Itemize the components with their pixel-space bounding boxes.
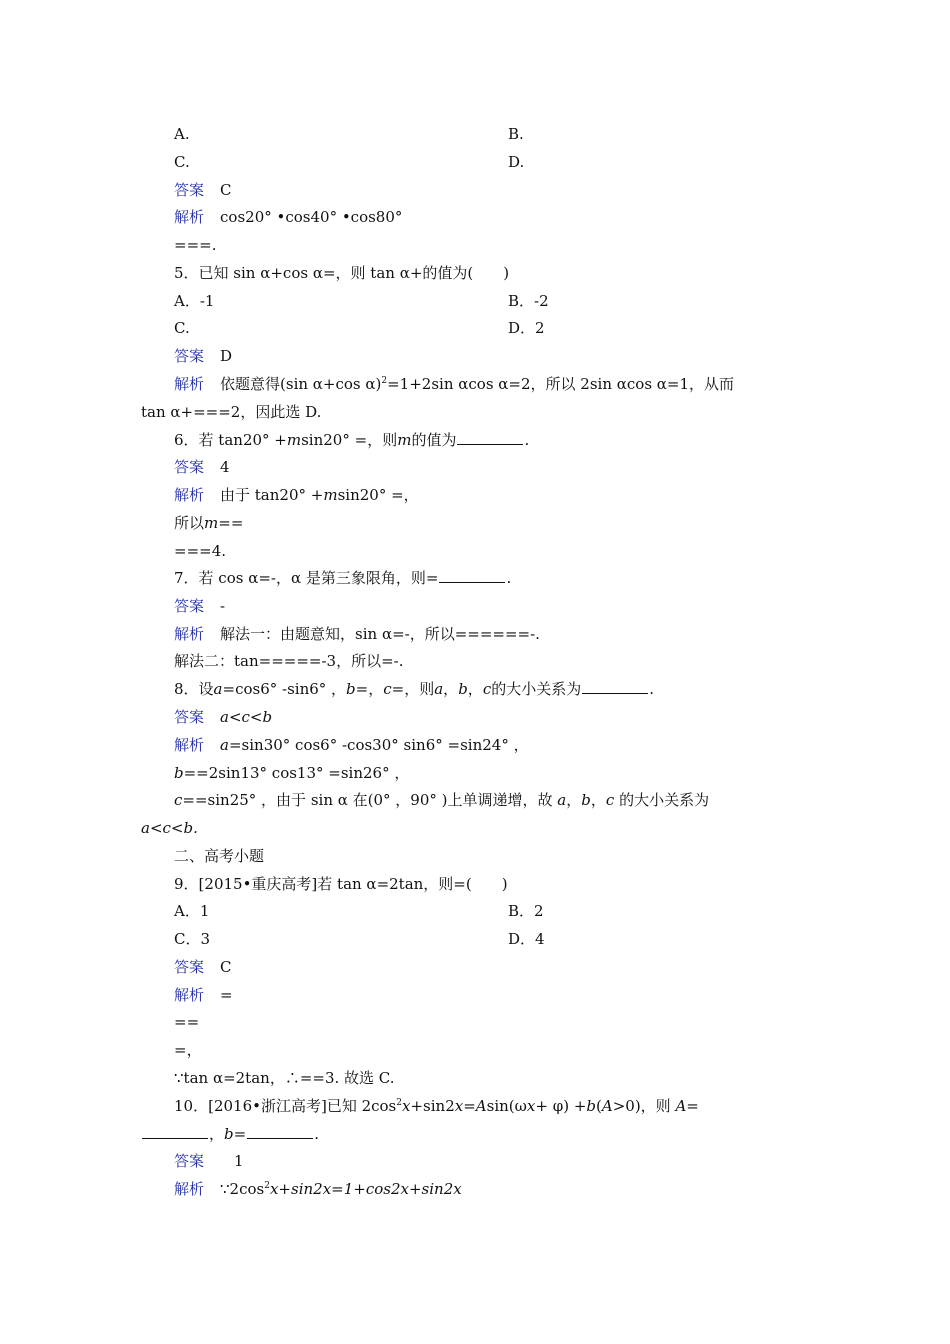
stem-text: . — [524, 431, 530, 449]
solution-label: 解析 — [174, 375, 205, 393]
q9-answer — [174, 957, 232, 977]
answer-value: 4 — [220, 458, 230, 476]
solution-label: 解析 — [174, 625, 205, 643]
stem-text: ， — [467, 680, 483, 698]
stem-text: =， — [355, 680, 384, 698]
solution-text: ==2sin13° cos13° =sin26° ， — [183, 764, 410, 782]
q4-option-d: D. — [508, 153, 525, 171]
solution-text: sin20° =， — [337, 486, 419, 504]
solution-text: =sin30° cos6° -cos30° sin6° =sin24° ， — [228, 736, 529, 754]
var-b: b — [581, 791, 591, 809]
q9-option-d: D．4 — [508, 930, 545, 948]
q8-solution — [174, 735, 529, 755]
stem-text: α 是第三象限角，则= — [290, 569, 439, 587]
solution-text: ∵2cos — [220, 1180, 265, 1198]
q7-stem — [174, 568, 511, 588]
q8-solution-line2 — [174, 763, 409, 783]
var-c: c — [605, 791, 615, 809]
answer-value: C — [220, 958, 232, 976]
answer-value: - — [220, 597, 226, 615]
stem-text: 6．若 tan20° + — [174, 431, 287, 449]
exponent: 2 — [381, 376, 388, 386]
solution-text: a<c<b. — [141, 819, 198, 837]
q9-option-c: C．3 — [174, 930, 211, 948]
solution-text: == — [218, 514, 244, 532]
var-b: b — [458, 680, 468, 698]
solution-label: 解析 — [174, 1180, 205, 1198]
answer-value: a<c<b — [220, 708, 273, 726]
stem-text: ， — [566, 791, 582, 809]
q7-solution — [174, 624, 540, 644]
q6-solution — [174, 485, 419, 505]
answer-blank — [457, 430, 523, 445]
answer-blank — [582, 679, 648, 694]
stem-text: sin(ω — [486, 1097, 527, 1115]
solution-text: x+sin2x=1+cos2x+sin2x — [269, 1180, 462, 1198]
stem-text: . — [314, 1125, 319, 1143]
exponent: 2 — [396, 1098, 402, 1108]
answer-label: 答案 — [174, 347, 205, 365]
q5-stem: 5．已知 sin α+cos α=，则 tan α+的值为( ) — [174, 264, 510, 282]
var-b: b — [346, 680, 356, 698]
solution-text: 所以 — [174, 514, 205, 532]
q5-option-c: C. — [174, 319, 190, 337]
q9-solution-line4: ∵tan α=2tan，∴==3. 故选 C. — [174, 1069, 395, 1087]
q6-solution-line3: ===4. — [174, 542, 227, 560]
var-a: a — [213, 680, 223, 698]
stem-text: =，则 — [391, 680, 435, 698]
var-a: a — [434, 680, 444, 698]
q4-option-a: A. — [174, 125, 190, 143]
var-b: b — [174, 764, 184, 782]
answer-value: D — [220, 347, 233, 365]
q5-solution-line2: tan α+===2，因此选 D. — [141, 403, 322, 421]
q6-answer — [174, 457, 230, 477]
q8-solution-line3 — [174, 790, 709, 810]
var-m: m — [286, 431, 302, 449]
var-a: a — [220, 736, 229, 754]
q8-stem — [174, 679, 654, 699]
solution-text: = — [220, 986, 233, 1004]
var-c: c — [383, 680, 392, 698]
q4-option-b: B. — [508, 125, 524, 143]
q10-solution — [174, 1179, 462, 1199]
stem-text: 的大小关系为 — [491, 680, 582, 698]
q9-option-a: A．1 — [174, 902, 210, 920]
answer-blank — [247, 1124, 313, 1139]
stem-text: sin20° =，则 — [301, 431, 398, 449]
solution-text: 依题意得(sin α+cos α) — [220, 375, 382, 393]
answer-value: C — [220, 181, 232, 199]
solution-label: 解析 — [174, 486, 205, 504]
stem-text: >0)，则 — [612, 1097, 671, 1115]
q6-solution-line2 — [174, 513, 243, 533]
answer-blank — [439, 568, 505, 583]
q7-answer — [174, 596, 225, 616]
answer-label: 答案 — [174, 597, 205, 615]
answer-value: 1 — [234, 1152, 244, 1170]
stem-text: . — [506, 569, 512, 587]
answer-label: 答案 — [174, 708, 205, 726]
answer-label: 答案 — [174, 958, 205, 976]
q5-answer — [174, 346, 232, 366]
q5-solution — [174, 374, 734, 394]
var-m: m — [204, 514, 219, 532]
var-a: a — [557, 791, 567, 809]
stem-text: 7．若 cos α=-， — [174, 569, 291, 587]
solution-text: ==sin25° ，由于 sin α 在(0° ，90° )上单调递增，故 — [182, 791, 553, 809]
solution-label: 解析 — [174, 986, 205, 1004]
var-c: c — [482, 680, 492, 698]
stem-text: = — [686, 1097, 699, 1115]
stem-text: . — [649, 680, 655, 698]
q6-stem — [174, 430, 529, 450]
q10-stem: 10．[2016•浙江高考]已知 $2\cos^2x+\sin 2x=Asin(\omega x+ \varphi) +b(A>0)$，则 A= — [174, 1097, 699, 1115]
q9-solution-line3: =， — [174, 1041, 202, 1059]
stem-text: = — [463, 1097, 476, 1115]
solution-text: 解法一：由题意知，sin α=-，所以======-. — [220, 625, 540, 643]
var-m: m — [323, 486, 338, 504]
solution-label: 解析 — [174, 736, 205, 754]
stem-text: 8．设 — [174, 680, 214, 698]
q9-solution-line2: == — [174, 1013, 200, 1031]
stem-text: 的值为 — [411, 431, 457, 449]
answer-label: 答案 — [174, 458, 205, 476]
stem-text: ， — [443, 680, 459, 698]
stem-text: ， — [590, 791, 606, 809]
var-c: c — [174, 791, 183, 809]
q10-answer — [174, 1151, 244, 1171]
var-m: m — [397, 431, 412, 449]
answer-label: 答案 — [174, 181, 205, 199]
q5-option-a: A．-1 — [174, 292, 215, 310]
answer-blank — [142, 1124, 208, 1139]
solution-text: 的大小关系为 — [619, 791, 710, 809]
stem-text: =cos6° -sin6° ， — [222, 680, 347, 698]
q9-stem: 9．[2015•重庆高考]若 tan α=2tan，则=( ) — [174, 875, 508, 893]
exponent: 2 — [264, 1181, 270, 1191]
stem-text: ( — [596, 1097, 602, 1115]
q9-solution — [174, 985, 233, 1005]
solution-text: =1+2sin αcos α=2，所以 2sin αcos α=1，从而 — [387, 375, 735, 393]
q8-solution-line4 — [141, 818, 198, 838]
solution-label: 解析 — [174, 208, 205, 226]
stem-text: = — [233, 1125, 247, 1143]
q4-solution-line2: ===. — [174, 236, 217, 254]
solution-line: cos20° •cos40° •cos80° — [220, 208, 403, 226]
q9-option-b: B．2 — [508, 902, 544, 920]
q5-option-b: B．-2 — [508, 292, 549, 310]
stem-text: 10．[2016•浙江高考]已知 2cos — [174, 1097, 397, 1115]
section-heading: 二、高考小题 — [174, 847, 265, 865]
stem-text: ， — [209, 1125, 225, 1143]
q10-stem-line2: ，b= . — [141, 1124, 319, 1144]
q4-solution — [174, 207, 402, 227]
solution-text: 由于 tan20° + — [220, 486, 324, 504]
q7-solution-line2: 解法二：tan=====-3，所以=-. — [174, 652, 404, 670]
stem-text: + φ) + — [535, 1097, 587, 1115]
q4-option-c: C. — [174, 153, 190, 171]
q8-answer — [174, 707, 272, 727]
answer-label: 答案 — [174, 1152, 205, 1170]
q4-answer — [174, 180, 232, 200]
q5-option-d: D．2 — [508, 319, 545, 337]
